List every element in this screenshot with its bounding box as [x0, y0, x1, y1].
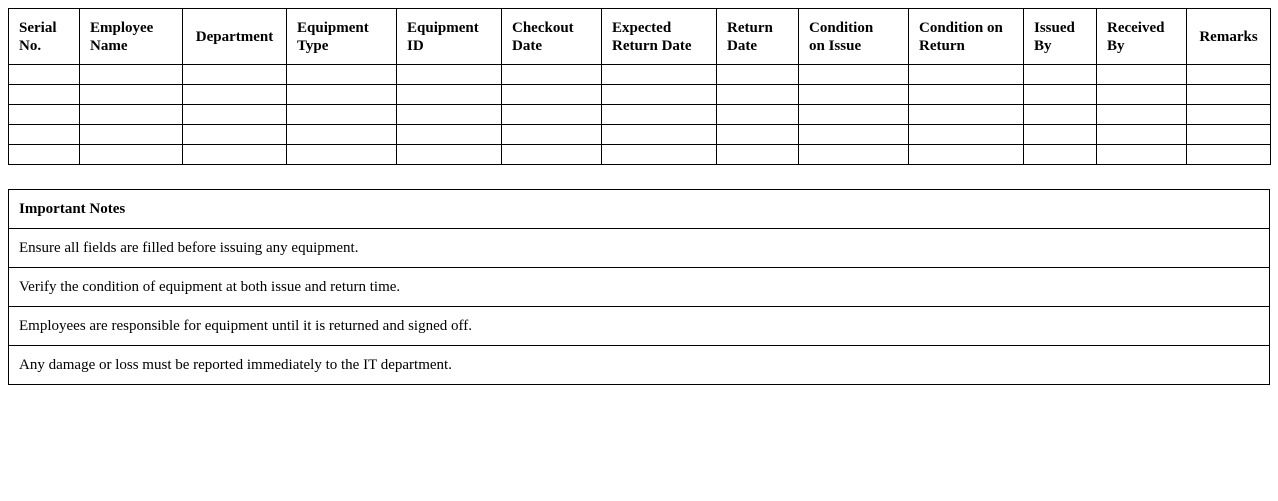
- column-header: [287, 9, 397, 65]
- column-header-text: Remarks: [1199, 28, 1258, 45]
- equipment-log-table: [8, 8, 1271, 165]
- column-header-text: Received: [1107, 19, 1165, 36]
- table-cell[interactable]: [602, 65, 717, 85]
- note-item: Verify the condition of equipment at both issue and return time.: [9, 268, 1270, 307]
- column-header: [909, 9, 1024, 65]
- table-cell[interactable]: [909, 65, 1024, 85]
- table-cell[interactable]: [909, 125, 1024, 145]
- table-cell[interactable]: [909, 85, 1024, 105]
- column-header-text: Condition: [809, 19, 874, 36]
- table-cell[interactable]: [717, 125, 799, 145]
- column-header-text: By: [1034, 37, 1052, 54]
- table-cell[interactable]: [287, 105, 397, 125]
- column-header-text: Employee: [90, 19, 154, 36]
- table-cell[interactable]: [717, 145, 799, 165]
- table-cell[interactable]: [80, 125, 183, 145]
- table-cell[interactable]: [183, 145, 287, 165]
- table-cell[interactable]: [80, 85, 183, 105]
- column-header: [1024, 9, 1097, 65]
- table-cell[interactable]: [717, 105, 799, 125]
- table-cell[interactable]: [1024, 85, 1097, 105]
- column-header-text: Serial: [19, 19, 57, 36]
- table-cell[interactable]: [183, 125, 287, 145]
- table-cell[interactable]: [9, 125, 80, 145]
- table-cell[interactable]: [502, 145, 602, 165]
- table-cell[interactable]: [80, 145, 183, 165]
- table-cell[interactable]: [799, 125, 909, 145]
- table-cell[interactable]: [502, 85, 602, 105]
- column-header-text: Type: [297, 37, 329, 54]
- column-header-text: Checkout: [512, 19, 574, 36]
- column-header: [602, 9, 717, 65]
- table-cell[interactable]: [1097, 145, 1187, 165]
- column-header-text: Expected: [612, 19, 672, 36]
- table-cell[interactable]: [1097, 65, 1187, 85]
- column-header-text: Department: [195, 28, 274, 45]
- column-header-text: Name: [90, 37, 128, 54]
- table-cell[interactable]: [1187, 105, 1271, 125]
- table-row: [9, 145, 1271, 165]
- page: [8, 8, 1270, 385]
- table-cell[interactable]: [602, 105, 717, 125]
- table-cell[interactable]: [909, 145, 1024, 165]
- important-notes-box: [8, 189, 1270, 385]
- column-header: [799, 9, 909, 65]
- table-cell[interactable]: [397, 85, 502, 105]
- table-cell[interactable]: [183, 65, 287, 85]
- table-cell[interactable]: [1024, 145, 1097, 165]
- table-cell[interactable]: [909, 105, 1024, 125]
- column-header-text: on Issue: [809, 37, 862, 54]
- table-cell[interactable]: [1187, 145, 1271, 165]
- table-body: [9, 65, 1271, 165]
- table-cell[interactable]: [1024, 105, 1097, 125]
- table-cell[interactable]: [1187, 65, 1271, 85]
- table-cell[interactable]: [717, 65, 799, 85]
- table-cell[interactable]: [80, 105, 183, 125]
- note-item: Any damage or loss must be reported immediately to the IT department.: [9, 346, 1270, 385]
- table-cell[interactable]: [799, 145, 909, 165]
- table-cell[interactable]: [287, 125, 397, 145]
- table-cell[interactable]: [183, 105, 287, 125]
- column-header-text: No.: [19, 37, 42, 54]
- table-cell[interactable]: [1097, 105, 1187, 125]
- table-cell[interactable]: [397, 145, 502, 165]
- table-row: [9, 85, 1271, 105]
- column-header: [502, 9, 602, 65]
- column-header: [1097, 9, 1187, 65]
- table-row: [9, 65, 1271, 85]
- table-cell[interactable]: [287, 85, 397, 105]
- table-cell[interactable]: [602, 125, 717, 145]
- table-cell[interactable]: [397, 65, 502, 85]
- table-cell[interactable]: [397, 125, 502, 145]
- note-item: Employees are responsible for equipment until it is returned and signed off.: [9, 307, 1270, 346]
- table-cell[interactable]: [9, 145, 80, 165]
- table-row: [9, 105, 1271, 125]
- column-header-text: Issued: [1034, 19, 1075, 36]
- table-cell[interactable]: [287, 145, 397, 165]
- table-cell[interactable]: [502, 65, 602, 85]
- table-cell[interactable]: [1024, 125, 1097, 145]
- column-header: [1187, 9, 1271, 65]
- column-header-text: Return: [727, 19, 773, 36]
- notes-title: Important Notes: [9, 190, 1270, 229]
- table-cell[interactable]: [717, 85, 799, 105]
- column-header: [183, 9, 287, 65]
- column-header-text: Return Date: [612, 37, 692, 54]
- table-cell[interactable]: [397, 105, 502, 125]
- column-header-text: By: [1107, 37, 1125, 54]
- table-cell[interactable]: [183, 85, 287, 105]
- column-header-text: Condition on: [919, 19, 1003, 36]
- table-cell[interactable]: [799, 105, 909, 125]
- table-cell[interactable]: [502, 105, 602, 125]
- table-cell[interactable]: [9, 65, 80, 85]
- table-cell[interactable]: [799, 85, 909, 105]
- table-cell[interactable]: [80, 65, 183, 85]
- column-header-text: Equipment: [297, 19, 369, 36]
- table-cell[interactable]: [1187, 85, 1271, 105]
- column-header: [9, 9, 80, 65]
- column-header-text: Date: [727, 37, 757, 54]
- column-header-text: Equipment: [407, 19, 479, 36]
- table-row: [9, 125, 1271, 145]
- column-header-text: ID: [407, 37, 424, 54]
- table-cell[interactable]: [1187, 125, 1271, 145]
- column-header: [80, 9, 183, 65]
- table-cell[interactable]: [1024, 65, 1097, 85]
- column-header-text: Return: [919, 37, 965, 54]
- table-cell[interactable]: [9, 85, 80, 105]
- table-cell[interactable]: [1097, 85, 1187, 105]
- table-cell[interactable]: [1097, 125, 1187, 145]
- column-header: [397, 9, 502, 65]
- table-cell[interactable]: [502, 125, 602, 145]
- table-cell[interactable]: [799, 65, 909, 85]
- table-cell[interactable]: [602, 85, 717, 105]
- note-item: Ensure all fields are filled before issuing any equipment.: [9, 229, 1270, 268]
- table-header-row: [9, 9, 1271, 65]
- column-header: [717, 9, 799, 65]
- table-cell[interactable]: [287, 65, 397, 85]
- table-cell[interactable]: [602, 145, 717, 165]
- column-header-text: Date: [512, 37, 542, 54]
- table-cell[interactable]: [9, 105, 80, 125]
